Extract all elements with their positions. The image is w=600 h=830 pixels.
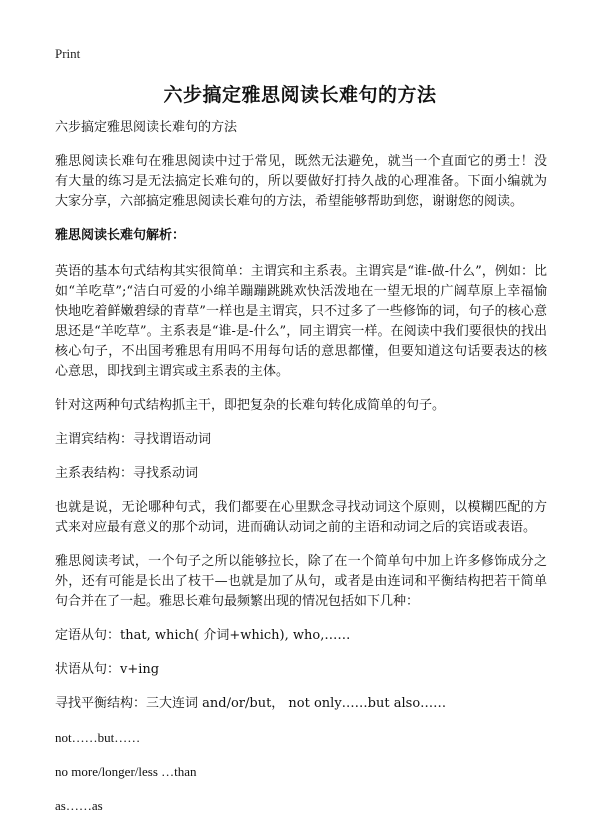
paragraph-long-sentences: 雅思阅读考试，一个句子之所以能够拉长，除了在一个简单句中加上许多修饰成分之外，还有可能是长出了枝干—也就是加了从句，或者是由连词和平衡结构把若干简单句合并在了一起。雅思长难句最频繁出现的情况包括如下几种： [55,554,547,609]
paragraph-svc: 主系表结构：寻找系动词 [55,466,199,481]
line-attributive-clause: 定语从句：that, which( 介词+which), who,…… [55,628,351,643]
paragraph-main-trunk: 针对这两种句式结构抓主干，即把复杂的长难句转化成简单的句子。 [55,398,446,413]
print-link[interactable]: Print [55,46,81,61]
article-subtitle: 六步搞定雅思阅读长难句的方法 [55,120,238,135]
article-body [55,118,547,830]
paragraph-sentence-structure: 英语的基本句式结构其实很简单：主谓宾和主系表。主谓宾是“谁-做-什么”，例如：比如“羊吃草”;“洁白可爱的小绵羊蹦蹦跳跳欢快活泼地在一望无垠的广阔草原上幸福愉快地吃着鲜嫩碧绿的青草”一样也是主谓宾，只不过多了一些修饰的词，句子的核心意思还是“羊吃草”。主系表是“谁-是-什么”，同主谓宾一样。在阅读中我们要很快的找出核心句子，不出国考雅思有用吗不用每句话的意思都懂，但要知道这句话要表达的核心意思，即找到主谓宾或主系表的主体。 [55,264,547,379]
line-no-more-than: no more/longer/less …than [55,764,197,779]
intro-paragraph: 雅思阅读长难句在雅思阅读中过于常见，既然无法避免，就当一个直面它的勇士！没有大量的练习是无法搞定长难句的，所以要做好打持久战的心理准备。下面小编就为大家分享，六部搞定雅思阅读长难句的方法，希望能够帮助到您，谢谢您的阅读。 [55,154,547,209]
line-parallel-structure: 寻找平衡结构：三大连词 and/or/but， not only……but also…… [55,696,447,711]
paragraph-svo: 主谓宾结构：寻找谓语动词 [55,432,212,447]
line-as-as: as……as [55,798,103,813]
line-adverbial-clause: 状语从句：v+ing [55,662,160,677]
line-not-but: not……but…… [55,730,141,745]
paragraph-find-verb: 也就是说，无论哪种句式，我们都要在心里默念寻找动词这个原则，以模糊匹配的方式来对应最有意义的那个动词，进而确认动词之前的主语和动词之后的宾语或表语。 [55,500,547,535]
section-heading: 雅思阅读长难句解析： [55,228,186,243]
page-title: 六步搞定雅思阅读长难句的方法 [163,84,437,106]
